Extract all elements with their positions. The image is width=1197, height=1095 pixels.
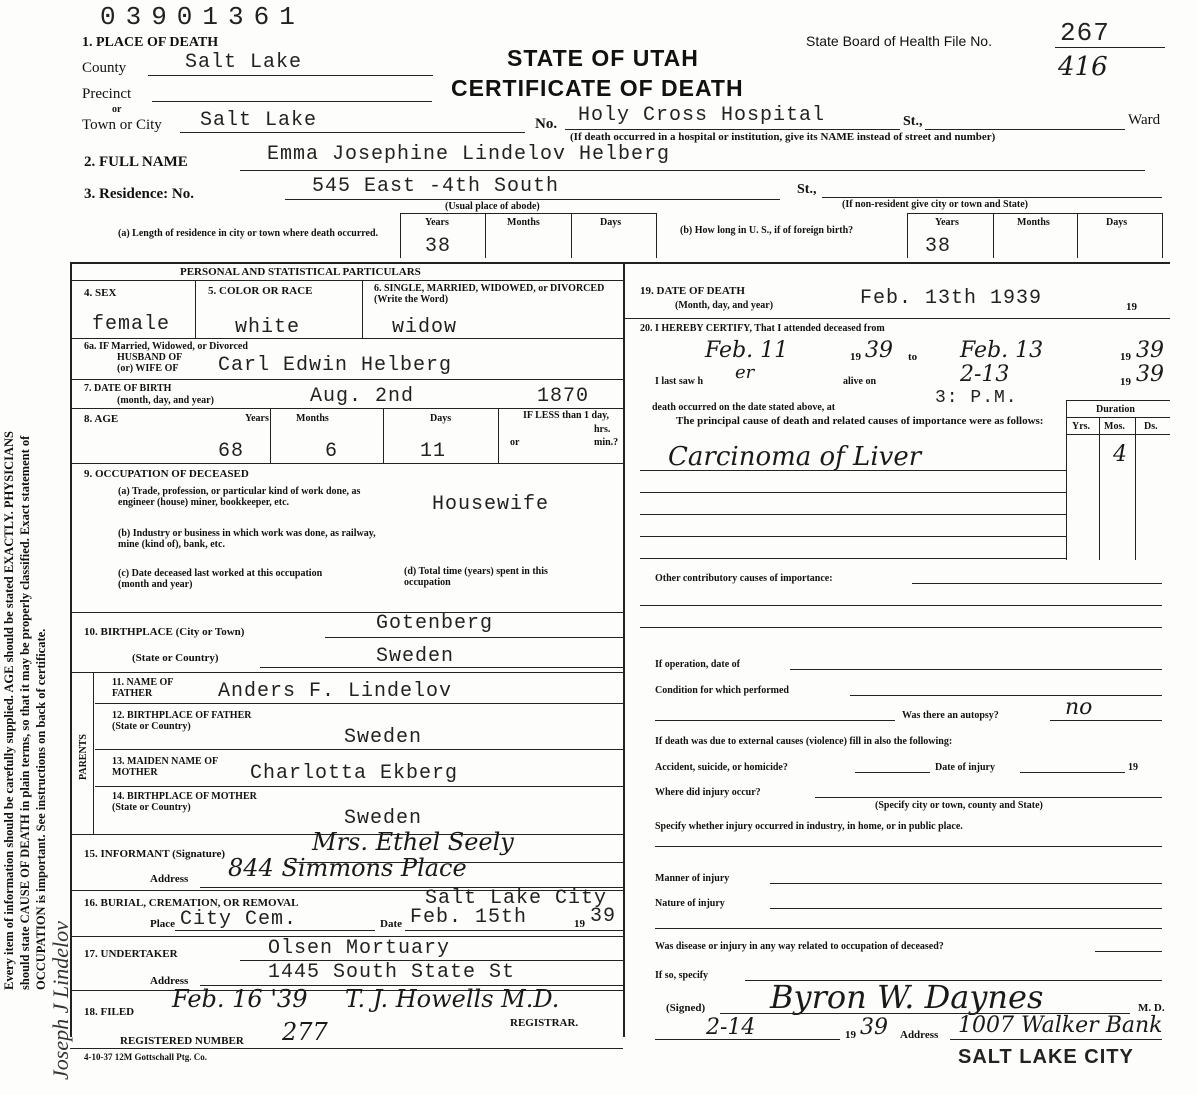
residence-years-value: 38 [425,235,452,258]
age-days-value: 11 [420,440,447,463]
dod-value: Feb. 13th 1939 [860,287,1043,310]
burial-place-label: Place [150,918,176,930]
registered-number-value: 277 [282,1018,328,1046]
residence-st-label: St., [797,182,817,197]
marital-value: widow [392,316,458,339]
signed-year-prefix: 19 [845,1029,856,1041]
attended-from-year-prefix: 19 [850,351,861,363]
full-name-value: Emma Josephine Lindelov Helberg [267,143,671,166]
filed-value: Feb. 16 '39 [172,985,308,1013]
hospital-note: (If death occurred in a hospital or institution, give its NAME instead of street and number) [570,131,996,143]
full-name-label: 2. FULL NAME [84,154,188,170]
us-years-value: 38 [925,235,952,258]
margin-instructions-line3: OCCUPATION is important. See instructions on back of certificate. [34,628,48,990]
burial-year-prefix: 19 [574,918,585,930]
color-label: 5. COLOR OR RACE [208,285,313,297]
birthplace-city: Gotenberg [376,612,494,635]
margin-instructions-line2: should state CAUSE OF DEATH in plain terms, so that it may be properly classified. Exact statement of [18,435,32,990]
nature-label: Nature of injury [655,898,725,909]
condition-label: Condition for which performed [655,685,789,696]
mother-birthplace-label: 14. BIRTHPLACE OF MOTHER (State or Country) [112,791,257,813]
dob-value-monthday: Aug. 2nd [310,385,415,408]
hrs-label: hrs. [594,424,611,435]
birthplace-label: 10. BIRTHPLACE (City or Town) [84,626,245,638]
death-time-label: death occurred on the date stated above, at [652,402,836,413]
marital-label: 6. SINGLE, MARRIED, WIDOWED, or DIVORCED (Write the Word) [374,283,605,305]
father-birthplace-label: 12. BIRTHPLACE OF FATHER (State or Country) [112,710,252,732]
file-no-sub: 416 [1058,52,1108,82]
duration-mos-value: 4 [1113,442,1127,467]
signed-address-label: Address [900,1029,939,1041]
state-title: STATE OF UTAH [507,45,699,71]
attended-from: Feb. 11 [705,338,789,363]
duration-yrs-header: Yrs. [1072,421,1091,432]
age-months-value: 6 [325,440,339,463]
margin-instructions-line1: Every item of information should be carefully supplied. AGE should be stated EXACTLY. PHYSICIANS [2,431,16,990]
residence-value: 545 East -4th South [312,175,560,198]
burial-date-label: Date [380,918,402,930]
informant-value: Mrs. Ethel Seely [312,828,514,856]
occupation-label: 9. OCCUPATION OF DECEASED [84,468,249,480]
accident-label: Accident, suicide, or homicide? [655,762,788,773]
autopsy-value: no [1065,695,1093,720]
filed-label: 18. FILED [84,1006,135,1018]
filed-signature: T. J. Howells M.D. [345,985,560,1013]
registered-number-label: REGISTERED NUMBER [120,1035,244,1047]
injury-year-label: 19 [1128,762,1138,773]
signed-address: 1007 Walker Bank [958,1013,1163,1038]
residence-label: 3. Residence: No. [84,186,194,202]
occupation-value: Housewife [432,493,550,516]
alive-on-label: alive on [843,376,877,387]
where-injury-note: (Specify city or town, county and State) [875,800,1043,811]
dod-sub: (Month, day, and year) [675,300,774,311]
signed-date: 2-14 [706,1015,756,1040]
city-stamp: SALT LAKE CITY [958,1046,1134,1068]
town-value: Salt Lake [200,109,318,132]
us-years-header: Years [935,217,959,228]
us-residence-label: (b) How long in U. S., if of foreign birth? [680,225,854,236]
attended-to: Feb. 13 [960,338,1044,363]
father-birthplace-value: Sweden [344,726,423,749]
alive-year: 39 [1136,362,1164,387]
sex-label: 4. SEX [84,287,117,299]
other-causes-label: Other contributory causes of importance: [655,573,833,584]
ward-label: Ward [1128,112,1161,128]
mother-value: Charlotta Ekberg [250,762,459,785]
spouse-label-c: (or) WIFE OF [117,363,179,374]
occupation-d-label: (d) Total time (years) spent in this occupation [404,566,548,588]
burial-city: Salt Lake City [425,887,608,910]
spouse-label-a: 6a. IF Married, Widowed, or Divorced [84,341,248,352]
age-years-header: Years [245,413,269,424]
dob-label: 7. DATE OF BIRTH [84,383,172,394]
attended-from-year: 39 [865,338,893,363]
margin-signature: Joseph J Lindelov [48,921,73,1080]
cause-label: The principal cause of death and related causes of importance were as follows: [676,415,1044,427]
operation-label: If operation, date of [655,659,740,670]
spouse-value: Carl Edwin Helberg [218,354,453,377]
external-causes-label: If death was due to external causes (violence) fill in also the following: [655,736,953,747]
burial-place: City Cem. [180,908,298,931]
occupation-a-label: (a) Trade, profession, or particular kind of work done, as engineer (house) miner, bookkeeper, etc. [118,486,361,508]
alive-value: 2-13 [960,362,1010,387]
min-label: min.? [594,437,619,448]
father-value: Anders F. Lindelov [218,680,453,703]
us-days-header: Days [1106,217,1128,228]
attended-to-label: to [908,351,918,363]
age-years-value: 68 [218,440,245,463]
file-no-value: 267 [1060,18,1110,48]
parents-label: PARENTS [78,734,89,780]
birthplace-state-label: (State or Country) [132,652,219,664]
if-so-label: If so, specify [655,970,709,981]
dob-value-year: 1870 [537,385,590,408]
undertaker-address-label: Address [150,975,189,987]
signed-value: Byron W. Daynes [770,978,1044,1016]
age-months-header: Months [296,413,329,424]
town-label: Town or City [82,117,162,133]
residence-days-header: Days [600,217,622,228]
burial-label: 16. BURIAL, CREMATION, OR REMOVAL [84,897,299,909]
last-saw-label: I last saw h [655,376,704,387]
manner-label: Manner of injury [655,873,730,884]
informant-label: 15. INFORMANT (Signature) [84,848,226,860]
occupation-b-label: (b) Industry or business in which work was done, as railway, mine (kind of), bank, etc. [118,528,376,550]
age-days-header: Days [430,413,452,424]
last-saw-value: er [735,362,755,383]
less-than-label: IF LESS than 1 day, [523,410,610,421]
or-label: or [112,104,122,115]
burial-date: Feb. 15th [410,906,528,929]
father-label: 11. NAME OF FATHER [112,677,174,699]
informant-address-label: Address [150,873,189,885]
birthplace-country: Sweden [376,645,455,668]
county-label: County [82,60,127,76]
duration-mos-header: Mos. [1104,421,1125,432]
dod-year-suffix: 19 [1126,301,1137,313]
mother-birthplace-value: Sweden [344,807,423,830]
occupation-related-label: Was disease or injury in any way related to occupation of deceased? [655,941,944,952]
us-months-header: Months [1017,217,1050,228]
registrar-label: REGISTRAR. [510,1017,579,1029]
informant-address: 844 Simmons Place [228,854,467,882]
length-of-residence-label: (a) Length of residence in city or town where death occurred. [118,228,379,239]
serial-number: 03901361 [100,2,305,32]
occupation-c-label: (c) Date deceased last worked at this occupation (month and year) [118,568,323,590]
where-injury-label: Where did injury occur? [655,787,761,798]
spouse-label-b: HUSBAND OF [117,352,183,363]
specify-injury-label: Specify whether injury occurred in industry, in home, or in public place. [655,821,963,832]
st-label: St., [903,114,923,129]
duration-label: Duration [1096,404,1135,415]
dob-sub: (month, day, and year) [117,395,214,406]
injury-date-label: Date of injury [935,762,995,773]
place-of-death-heading: 1. PLACE OF DEATH [82,35,219,50]
death-time: 3: P.M. [935,388,1018,408]
md-label: M. D. [1138,1002,1165,1014]
personal-section-title: PERSONAL AND STATISTICAL PARTICULARS [180,266,421,278]
age-label: 8. AGE [84,413,119,425]
or-min-label: or [510,437,520,448]
undertaker-value: Olsen Mortuary [268,937,451,960]
burial-year: 39 [590,905,617,928]
usual-abode-note: (Usual place of abode) [445,201,540,212]
mother-label: 13. MAIDEN NAME OF MOTHER [112,756,218,778]
undertaker-label: 17. UNDERTAKER [84,948,178,960]
county-value: Salt Lake [185,51,303,74]
autopsy-label: Was there an autopsy? [902,710,999,721]
attended-to-year: 39 [1136,338,1164,363]
duration-ds-header: Ds. [1144,421,1158,432]
nonresident-note: (If non-resident give city or town and State) [842,199,1029,210]
color-value: white [235,316,301,339]
residence-months-header: Months [507,217,540,228]
no-label: No. [535,116,558,132]
residence-years-header: Years [425,217,449,228]
dod-label: 19. DATE OF DEATH [640,285,745,297]
precinct-label: Precinct [82,86,132,102]
certificate-title: CERTIFICATE OF DEATH [451,75,744,101]
undertaker-address: 1445 South State St [268,961,516,984]
signed-label: (Signed) [666,1002,706,1014]
printer-note: 4-10-37 12M Gottschall Ptg. Co. [84,1052,207,1062]
sex-value: female [92,313,171,336]
signed-year: 39 [860,1015,888,1040]
certify-label: 20. I HEREBY CERTIFY, That I attended deceased from [640,323,885,334]
no-value: Holy Cross Hospital [578,104,826,127]
attended-to-year-prefix: 19 [1120,351,1131,363]
file-no-label: State Board of Health File No. [806,33,992,49]
alive-year-prefix: 19 [1120,376,1131,388]
cause-value: Carcinoma of Liver [668,442,922,472]
